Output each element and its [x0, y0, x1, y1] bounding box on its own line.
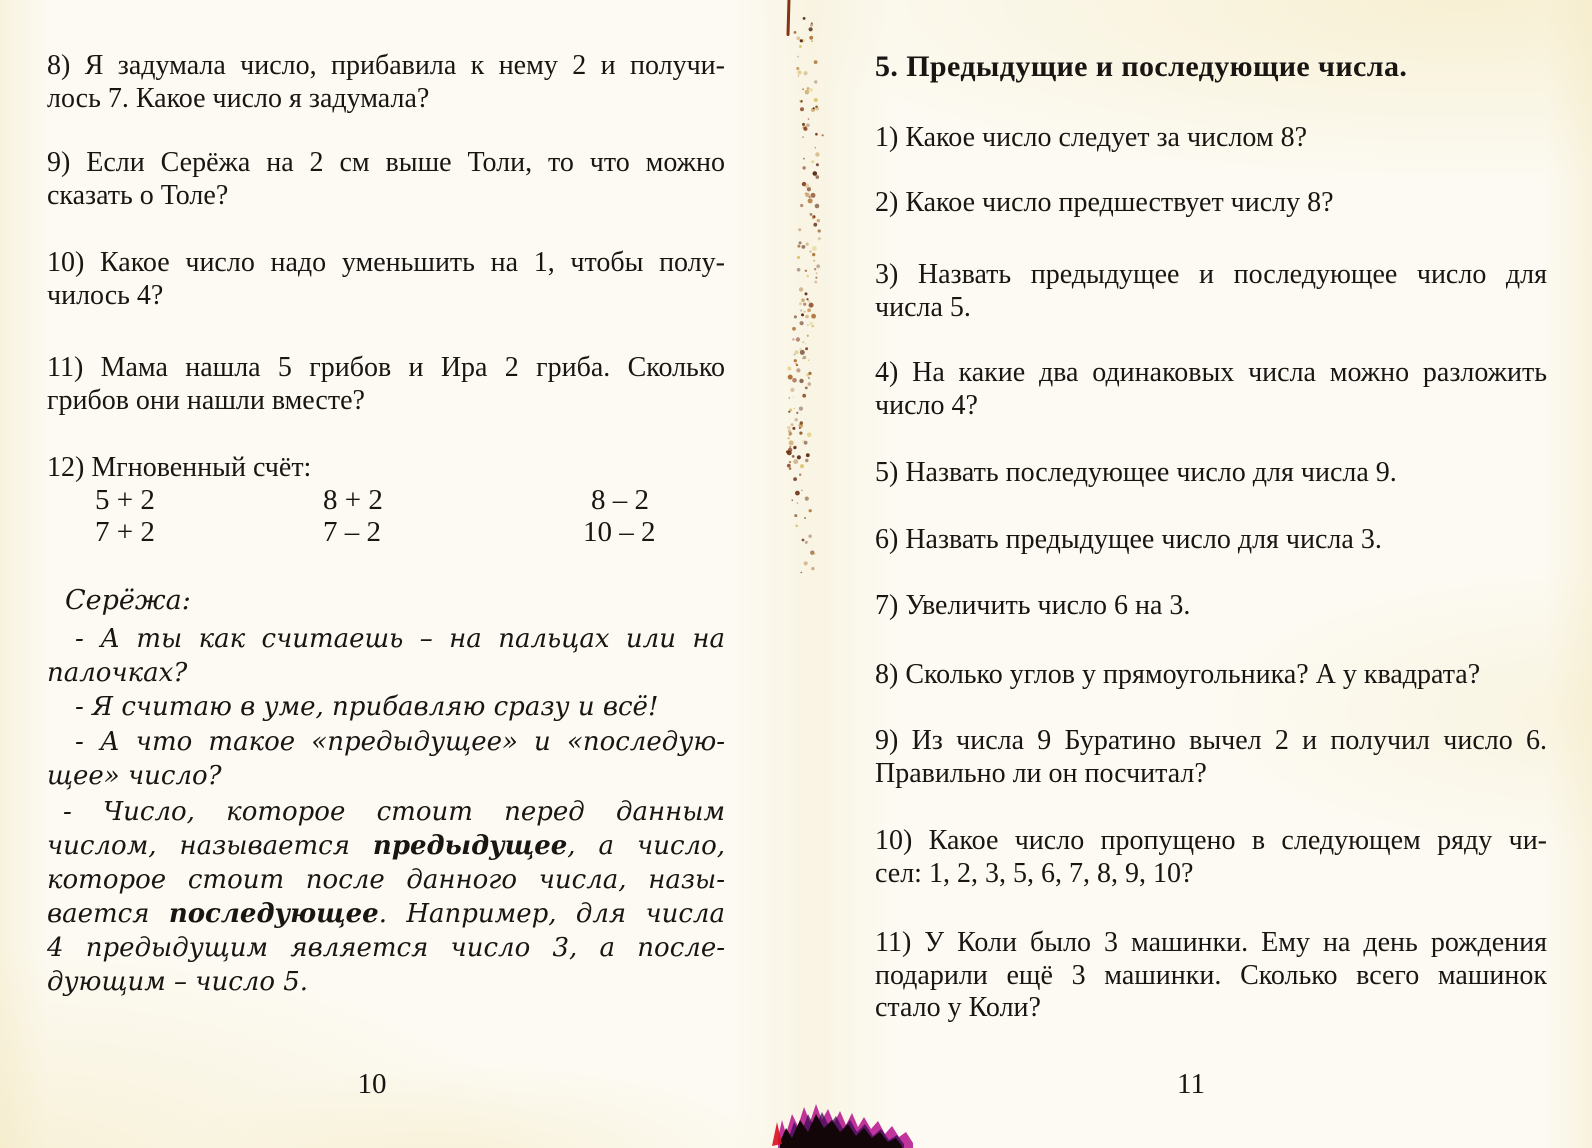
text-line: чилось 4?	[47, 279, 164, 311]
item-8	[875, 659, 1547, 692]
item-4	[875, 357, 1547, 422]
text-line: 4 предыдущим является число 3, а после-	[47, 933, 725, 963]
task-11	[47, 352, 725, 417]
item-10	[875, 825, 1547, 890]
text-line: - А ты как считаешь – на пальцах или на	[75, 624, 725, 654]
left-page	[47, 0, 725, 1148]
text-line: 8) Сколько углов у прямоугольника? А у квадрата?	[875, 659, 1481, 690]
text-line: 3) Назвать предыдущее и последующее число для	[875, 259, 1547, 290]
task-8	[47, 50, 725, 115]
equation: 7 – 2	[323, 516, 381, 548]
equation: 8 + 2	[323, 484, 383, 516]
equation: 8 – 2	[591, 484, 649, 516]
dialogue-answer-1	[47, 690, 725, 724]
dialogue-question-1	[47, 622, 725, 690]
page-number-11: 11	[1177, 1068, 1205, 1100]
dialogue-speaker: Серёжа:	[65, 585, 191, 616]
text-line: стало у Коли?	[875, 992, 1041, 1023]
text-line: числом, называется предыдущее, а число,	[47, 831, 725, 861]
text-line: дующим – число 5.	[47, 967, 309, 997]
instant-count-row-1	[47, 484, 725, 518]
text-line: число 4?	[875, 389, 978, 421]
text-line: 10) Какое число надо уменьшить на 1, чтобы полу-	[47, 247, 725, 278]
gutter-stain-artifact	[766, 0, 866, 600]
dialogue-definition	[47, 795, 725, 999]
item-9	[875, 725, 1547, 790]
page-number-10: 10	[357, 1068, 387, 1100]
item-3	[875, 259, 1547, 324]
text-line: 12) Мгновенный счёт:	[47, 452, 312, 483]
text-line: 5) Назвать последующее число для числа 9.	[875, 457, 1397, 488]
equation: 10 – 2	[583, 516, 656, 548]
gutter-scratch-artifact	[786, 0, 790, 36]
text-line: щее» число?	[47, 761, 222, 791]
text-line: 11) Мама нашла 5 грибов и Ира 2 гриба. Сколько	[47, 352, 725, 383]
text-line: 10) Какое число пропущено в следующем ряду чи-	[875, 825, 1547, 856]
item-7	[875, 590, 1547, 623]
text-line: 1) Какое число следует за числом 8?	[875, 122, 1308, 153]
text-line: подарили ещё 3 машинки. Сколько всего машинок	[875, 959, 1547, 991]
text-line: Правильно ли он посчитал?	[875, 757, 1207, 789]
text-line: - Число, которое стоит перед данным	[63, 797, 725, 827]
task-12-label	[47, 452, 725, 485]
item-5	[875, 457, 1547, 490]
text-line: 8) Я задумала число, прибавила к нему 2 и получи-	[47, 50, 725, 81]
text-line: сел: 1, 2, 3, 5, 6, 7, 8, 9, 10?	[875, 857, 1194, 889]
text-line: вается последующее. Например, для числа	[47, 899, 725, 929]
instant-count-row-2	[47, 516, 725, 550]
item-11	[875, 927, 1547, 1025]
text-line: лось 7. Какое число я задумала?	[47, 82, 430, 114]
equation: 5 + 2	[95, 484, 155, 516]
dialogue-question-2	[47, 725, 725, 793]
text-line: 7) Увеличить число 6 на 3.	[875, 590, 1191, 621]
section-heading: 5. Предыдущие и последующие числа.	[875, 50, 1408, 83]
text-line: палочках?	[47, 658, 188, 688]
right-page	[875, 0, 1547, 1148]
text-line: - А что такое «предыдущее» и «последую-	[75, 727, 725, 757]
equation: 7 + 2	[95, 516, 155, 548]
text-line: 11) У Коли было 3 машинки. Ему на день рождения	[875, 927, 1547, 958]
text-line: сказать о Толе?	[47, 179, 229, 211]
text-line: грибов они нашли вместе?	[47, 384, 365, 416]
text-line: 6) Назвать предыдущее число для числа 3.	[875, 524, 1382, 555]
text-line: которое стоит после данного числа, назы-	[47, 865, 725, 895]
text-line: - Я считаю в уме, прибавляю сразу и всё!	[75, 692, 659, 722]
text-line: 2) Какое число предшествует числу 8?	[875, 187, 1334, 218]
task-10	[47, 247, 725, 312]
item-2	[875, 187, 1547, 220]
item-6	[875, 524, 1547, 557]
text-line: 4) На какие два одинаковых числа можно разложить	[875, 357, 1547, 388]
item-1	[875, 122, 1547, 155]
task-9	[47, 147, 725, 212]
text-line: 9) Из числа 9 Буратино вычел 2 и получил число 6.	[875, 725, 1547, 756]
text-line: числа 5.	[875, 291, 971, 323]
text-line: 9) Если Серёжа на 2 см выше Толи, то что можно	[47, 147, 725, 178]
